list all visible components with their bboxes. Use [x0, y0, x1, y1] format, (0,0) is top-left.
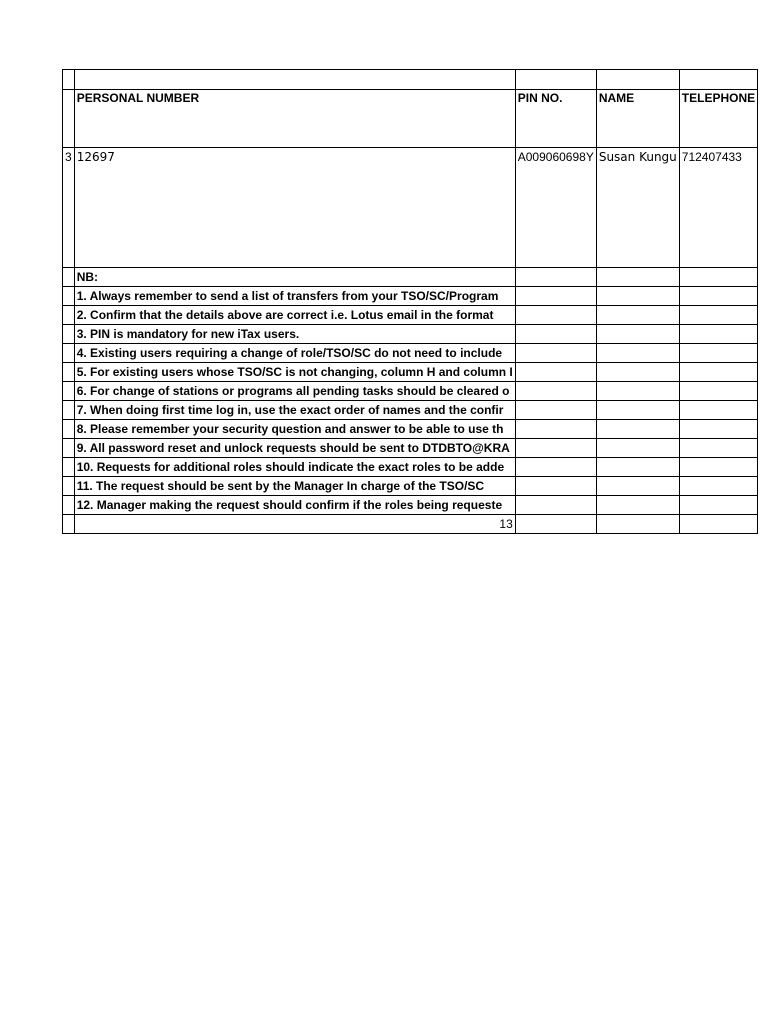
cell[interactable]	[679, 496, 757, 515]
cell[interactable]	[63, 325, 75, 344]
cell[interactable]	[596, 306, 679, 325]
note-row	[63, 382, 758, 401]
notes-heading-row	[63, 268, 758, 287]
note-row	[63, 420, 758, 439]
spreadsheet-table	[62, 69, 758, 534]
note-row	[63, 401, 758, 420]
cell[interactable]	[63, 344, 75, 363]
cell[interactable]	[63, 496, 75, 515]
last-row	[63, 515, 758, 534]
notes-heading[interactable]: NB:	[74, 268, 515, 287]
note-row	[63, 458, 758, 477]
cell[interactable]	[596, 420, 679, 439]
cell[interactable]	[515, 344, 596, 363]
cell[interactable]	[63, 458, 75, 477]
note-cell[interactable]: 10. Requests for additional roles should indicate the exact roles to be adde	[74, 458, 515, 477]
cell[interactable]	[515, 70, 596, 90]
cell[interactable]	[63, 439, 75, 458]
pin-no-cell[interactable]: A009060698Y	[515, 148, 596, 268]
row-number[interactable]: 3	[63, 148, 75, 268]
note-row	[63, 306, 758, 325]
cell[interactable]	[63, 477, 75, 496]
cell[interactable]	[679, 439, 757, 458]
cell[interactable]	[679, 420, 757, 439]
header-pin-no[interactable]: PIN NO.	[515, 90, 596, 148]
note-cell[interactable]: 4. Existing users requiring a change of role/TSO/SC do not need to include	[74, 344, 515, 363]
cell[interactable]	[515, 287, 596, 306]
cell[interactable]	[515, 420, 596, 439]
cell[interactable]	[596, 458, 679, 477]
telephone-cell[interactable]: 712407433	[679, 148, 757, 268]
cell[interactable]	[63, 420, 75, 439]
cell[interactable]	[679, 70, 757, 90]
cell[interactable]	[63, 515, 75, 534]
cell[interactable]	[596, 287, 679, 306]
row-number-13[interactable]: 13	[74, 515, 515, 534]
cell[interactable]	[515, 458, 596, 477]
note-cell[interactable]: 6. For change of stations or programs all pending tasks should be cleared o	[74, 382, 515, 401]
personal-number-cell[interactable]: 12697	[74, 148, 515, 268]
cell[interactable]	[679, 363, 757, 382]
cell[interactable]	[63, 90, 75, 148]
header-personal-number[interactable]: PERSONAL NUMBER	[74, 90, 515, 148]
cell[interactable]	[515, 363, 596, 382]
cell[interactable]	[63, 363, 75, 382]
cell[interactable]	[596, 496, 679, 515]
cell[interactable]	[679, 401, 757, 420]
note-cell[interactable]: 2. Confirm that the details above are correct i.e. Lotus email in the format	[74, 306, 515, 325]
cell[interactable]	[63, 70, 75, 90]
cell[interactable]	[596, 363, 679, 382]
note-cell[interactable]: 9. All password reset and unlock requests should be sent to DTDBTO@KRA	[74, 439, 515, 458]
note-cell[interactable]: 12. Manager making the request should confirm if the roles being requeste	[74, 496, 515, 515]
cell[interactable]	[63, 287, 75, 306]
note-cell[interactable]: 3. PIN is mandatory for new iTax users.	[74, 325, 515, 344]
cell[interactable]	[596, 268, 679, 287]
cell[interactable]	[63, 268, 75, 287]
note-cell[interactable]: 1. Always remember to send a list of transfers from your TSO/SC/Program	[74, 287, 515, 306]
cell[interactable]	[596, 382, 679, 401]
header-telephone[interactable]: TELEPHONE	[679, 90, 757, 148]
cell[interactable]	[515, 496, 596, 515]
cell[interactable]	[679, 344, 757, 363]
cell[interactable]	[515, 401, 596, 420]
cell[interactable]	[63, 382, 75, 401]
note-cell[interactable]: 11. The request should be sent by the Manager In charge of the TSO/SC	[74, 477, 515, 496]
note-cell[interactable]: 8. Please remember your security question and answer to be able to use th	[74, 420, 515, 439]
cell[interactable]	[515, 306, 596, 325]
cell[interactable]	[679, 477, 757, 496]
cell[interactable]	[515, 325, 596, 344]
cell[interactable]	[679, 325, 757, 344]
cell[interactable]	[679, 458, 757, 477]
cell[interactable]	[679, 382, 757, 401]
cell[interactable]	[596, 401, 679, 420]
cell[interactable]	[679, 287, 757, 306]
cell[interactable]	[515, 515, 596, 534]
cell[interactable]	[515, 268, 596, 287]
note-row	[63, 344, 758, 363]
header-name[interactable]: NAME	[596, 90, 679, 148]
cell[interactable]	[596, 325, 679, 344]
note-row	[63, 287, 758, 306]
cell[interactable]	[679, 515, 757, 534]
cell[interactable]	[596, 70, 679, 90]
note-row	[63, 496, 758, 515]
blank-row	[63, 70, 758, 90]
name-cell[interactable]: Susan Kungu	[596, 148, 679, 268]
cell[interactable]	[596, 344, 679, 363]
note-row	[63, 325, 758, 344]
cell[interactable]	[74, 70, 515, 90]
note-row	[63, 439, 758, 458]
cell[interactable]	[596, 515, 679, 534]
cell[interactable]	[679, 306, 757, 325]
header-row	[63, 90, 758, 148]
note-row	[63, 363, 758, 382]
cell[interactable]	[63, 306, 75, 325]
note-cell[interactable]: 7. When doing first time log in, use the exact order of names and the confir	[74, 401, 515, 420]
record-row	[63, 148, 758, 268]
cell[interactable]	[596, 477, 679, 496]
cell[interactable]	[679, 268, 757, 287]
cell[interactable]	[515, 477, 596, 496]
cell[interactable]	[596, 439, 679, 458]
cell[interactable]	[63, 401, 75, 420]
note-row	[63, 477, 758, 496]
cell[interactable]	[515, 382, 596, 401]
note-cell[interactable]: 5. For existing users whose TSO/SC is not changing, column H and column I	[74, 363, 515, 382]
cell[interactable]	[515, 439, 596, 458]
